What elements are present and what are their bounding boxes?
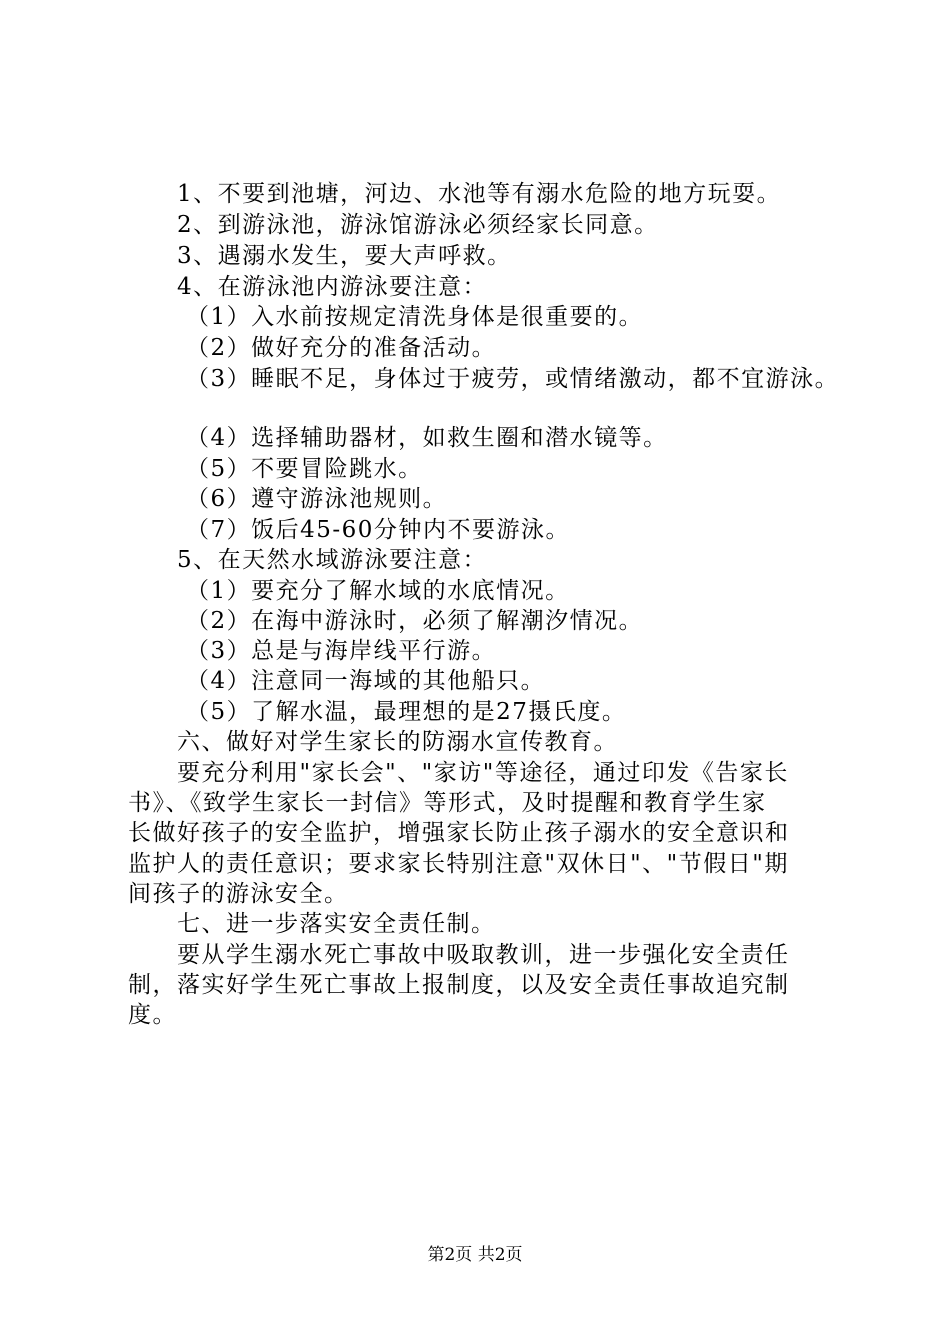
section-heading: 七、进一步落实安全责任制。	[177, 911, 496, 937]
paragraph-line: 制，落实好学生死亡事故上报制度，以及安全责任事故追究制	[128, 972, 790, 998]
list-item: （3）睡眠不足，身体过于疲劳，或情绪激动，都不宜游泳。	[186, 366, 840, 392]
list-item: （5）不要冒险跳水。	[186, 456, 423, 482]
list-item: （7）饭后45-60分钟内不要游泳。	[186, 517, 570, 543]
list-item: （1）入水前按规定清洗身体是很重要的。	[186, 304, 644, 330]
paragraph-line: 要充分利用"家长会"、"家访"等途径，通过印发《告家长	[177, 760, 789, 786]
paragraph-line: 要从学生溺水死亡事故中吸取教训，进一步强化安全责任	[177, 942, 790, 968]
section-heading: 六、做好对学生家长的防溺水宣传教育。	[177, 729, 618, 755]
section-heading: 5、在天然水域游泳要注意：	[177, 547, 488, 573]
paragraph-line: 间孩子的游泳安全。	[128, 881, 349, 907]
list-item: 1、不要到池塘，河边、水池等有溺水危险的地方玩耍。	[177, 181, 782, 207]
paragraph-line: 长做好孩子的安全监护，增强家长防止孩子溺水的安全意识和	[128, 820, 790, 846]
list-item: 2、到游泳池，游泳馆游泳必须经家长同意。	[177, 212, 659, 238]
page-footer: 第2页 共2页	[427, 1245, 523, 1265]
list-item: 3、遇溺水发生，要大声呼救。	[177, 243, 512, 269]
paragraph-line: 度。	[128, 1002, 177, 1028]
section-heading: 4、在游泳池内游泳要注意：	[177, 274, 488, 300]
list-item: （2）在海中游泳时，必须了解潮汐情况。	[186, 608, 644, 634]
list-item: （2）做好充分的准备活动。	[186, 335, 497, 361]
list-item: （1）要充分了解水域的水底情况。	[186, 578, 570, 604]
list-item: （3）总是与海岸线平行游。	[186, 638, 497, 664]
paragraph-line: 书》、《致学生家长一封信》等形式，及时提醒和教育学生家	[128, 790, 767, 816]
list-item: （4）注意同一海域的其他船只。	[186, 668, 546, 694]
list-item: （6）遵守游泳池规则。	[186, 486, 448, 512]
paragraph-line: 监护人的责任意识；要求家长特别注意"双休日"、"节假日"期	[128, 851, 789, 877]
list-item: （4）选择辅助器材，如救生圈和潜水镜等。	[186, 425, 668, 451]
list-item: （5）了解水温，最理想的是27摄氏度。	[186, 699, 627, 725]
